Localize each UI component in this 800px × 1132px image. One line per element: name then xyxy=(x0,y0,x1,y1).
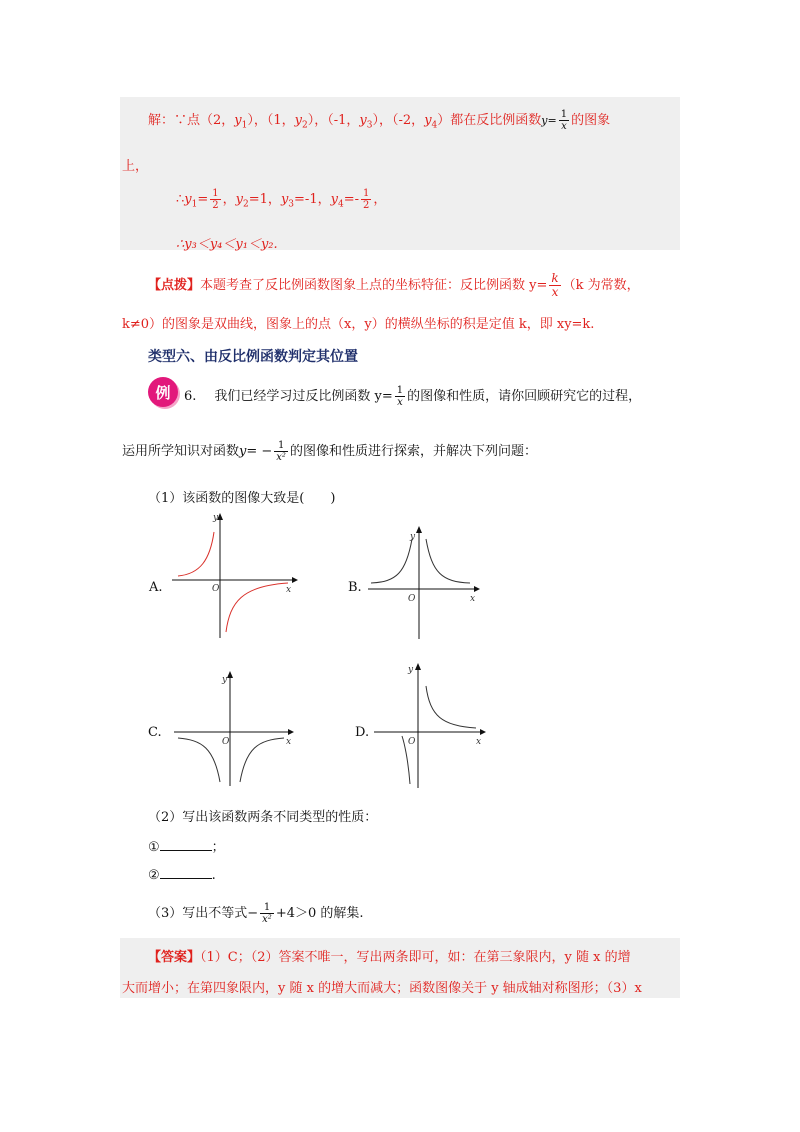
svg-text:O: O xyxy=(408,737,416,747)
svg-text:O: O xyxy=(222,737,230,747)
solution-line-2: 上， xyxy=(122,159,149,174)
option-c-label[interactable]: C. xyxy=(148,725,162,740)
answer-line-2: 大而增小；在第四象限内，y 随 x 的增大而减大；函数图像关于 y 轴成轴对称图形；（3）x xyxy=(122,981,642,996)
svg-text:x: x xyxy=(286,737,292,747)
example-line-2: 运用所学知识对函数y= − $\frac{1}{\text{x²}}$ 的图像和性质进行探索，并解决下列问题： xyxy=(122,440,537,463)
option-a-label[interactable]: A. xyxy=(149,580,163,595)
q2-item-1: ① ； xyxy=(148,840,225,855)
svg-text:O: O xyxy=(408,594,416,604)
q2-answer-blank-1[interactable] xyxy=(160,838,212,851)
q2-item-2: ② . xyxy=(148,868,216,883)
option-c-graph[interactable] xyxy=(172,668,302,788)
option-b-label[interactable]: B. xyxy=(348,580,362,595)
svg-text:y: y xyxy=(408,665,414,675)
solution-line-1: 解：∵点（2，$y_1$），（1，$y_2$），（-1，$y_3$），（-2，$y_4$）都在反比例函数y= $\frac{1}{x}$ 的图象 xyxy=(148,109,611,132)
solution-line-4: ∴y₃＜y₄＜y₁＜y₂. xyxy=(176,237,278,252)
example-line-1: 6. 我们已经学习过反比例函数 y= $\frac{1}{x}$ 的图像和性质，请你回顾研究它的过程， xyxy=(184,385,642,408)
option-d-graph[interactable] xyxy=(372,660,502,790)
solution-line-3: $\therefore y_1=$ $\frac{1}{2}$ ，$y_2=1$，$y_3=-1$，$y_4=-$ $\frac{1}{2}$ ， xyxy=(176,188,387,211)
origin-label: O xyxy=(212,584,220,594)
svg-text:y: y xyxy=(222,675,228,685)
tip-line-1: 【点拨】本题考查了反比例函数图象上点的坐标特征：反比例函数 y= $\frac{k}{x}$ （k 为常数， xyxy=(148,271,640,299)
axis-x-label: x xyxy=(286,585,292,595)
svg-text:x: x xyxy=(470,594,476,604)
svg-text:y: y xyxy=(410,532,416,542)
question-1: （1）该函数的图像大致是( ) xyxy=(148,491,336,506)
svg-text:x: x xyxy=(476,737,482,747)
axis-y-label: y xyxy=(213,513,219,523)
example-badge: 例 xyxy=(148,377,178,407)
q2-answer-blank-2[interactable] xyxy=(160,866,212,879)
section-heading: 类型六、由反比例函数判定其位置 xyxy=(148,349,358,365)
answer-line-1: 【答案】（1）C；（2）答案不唯一，写出两条即可，如：在第三象限内，y 随 x 的增 xyxy=(148,950,631,965)
tip-line-2: k≠0）的图象是双曲线，图象上的点（x，y）的横纵坐标的积是定值 k，即 xy=k. xyxy=(122,317,595,332)
option-b-graph[interactable] xyxy=(366,525,496,645)
question-2: （2）写出该函数两条不同类型的性质： xyxy=(148,810,378,825)
option-a-graph[interactable] xyxy=(170,510,300,640)
option-d-label[interactable]: D. xyxy=(355,725,370,740)
question-3: （3）写出不等式− $\frac{1}{\text{x²}}$ +4＞0 的解集. xyxy=(148,902,364,925)
